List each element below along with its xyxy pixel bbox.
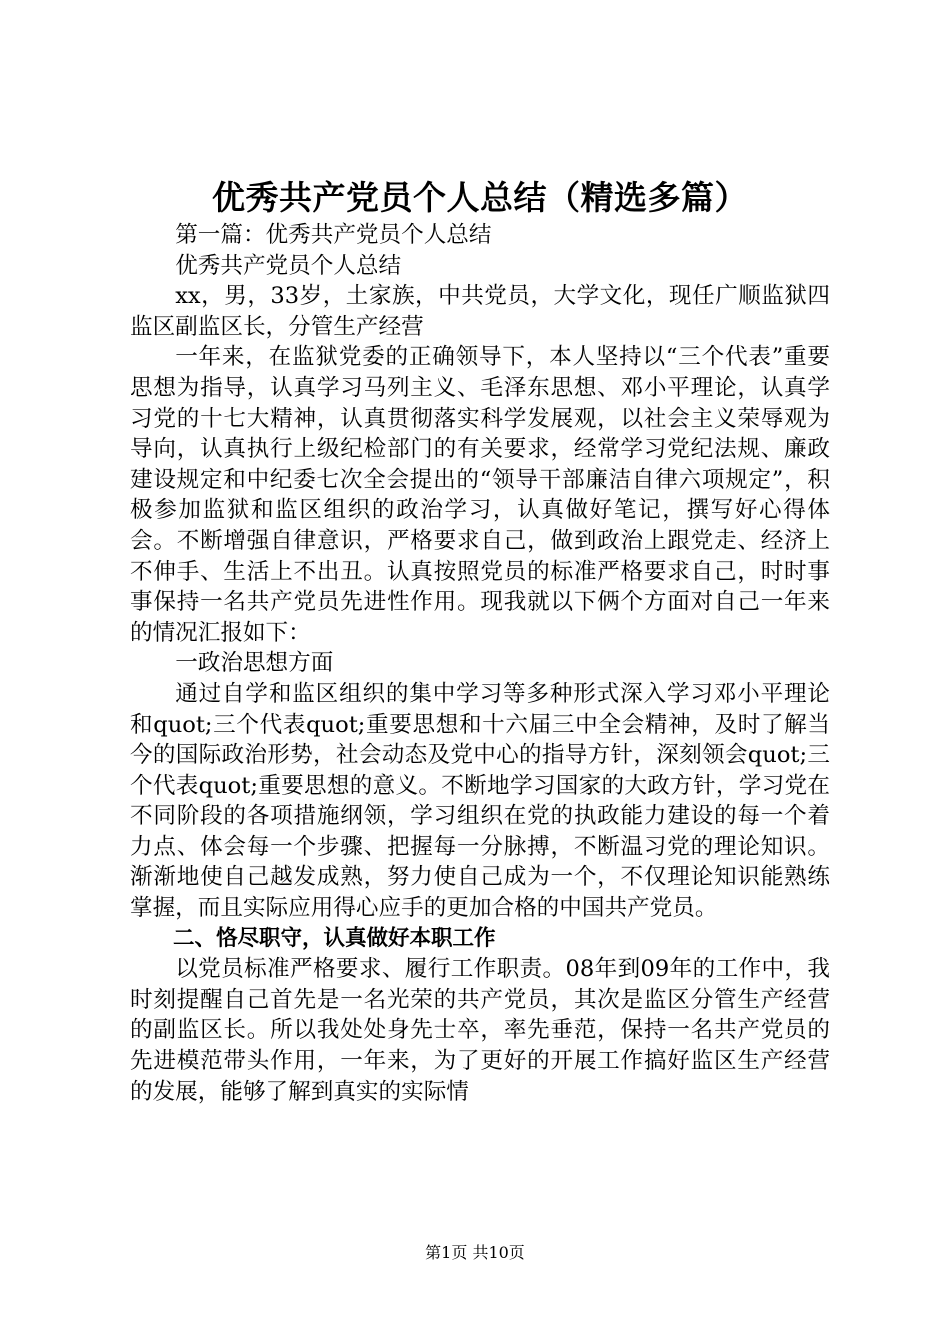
subheading-politics: 一政治思想方面 xyxy=(175,650,334,677)
page-number: 第1页 共10页 xyxy=(425,1243,525,1262)
document-body xyxy=(130,178,830,1107)
subheading-duty: 二、恪尽职守，认真做好本职工作 xyxy=(173,925,496,951)
body-paragraph: 通过自学和监区组织的集中学习等多种形式深入学习邓小平理论和quot;三个代表quot;重要思想和十六届三中全会精神，及时了解当今的国际政治形势，社会动态及党中心的指导方针，深刻领会quot;三个代表quot;重要思想的意义。不断地学习国家的大政方针，学习党在不同阶段的各项措施纲领，学习组织在党的执政能力建设的每一个着力点、体会每一个步骤、把握每一分脉搏，不断温习党的理论知识。渐渐地使自己越发成熟，努力使自己成为一个，不仅理论知识能熟练掌握，而且实际应用得心应手的更加合格的中国共产党员。 xyxy=(130,680,830,922)
author-intro-paragraph: xx，男，33岁，土家族，中共党员，大学文化，现任广顺监狱四监区副监区长，分管生产经营 xyxy=(130,283,830,340)
body-paragraph: 以党员标准严格要求、履行工作职责。08年到09年的工作中，我时刻提醒自己首先是一名光荣的共产党员，其次是监区分管生产经营的副监区长。所以我处处身先士卒，率先垂范，保持一名共产党员的先进模范带头作用，一年来，为了更好的开展工作搞好监区生产经营的发展，能够了解到真实的实际情 xyxy=(130,956,830,1105)
subtitle: 优秀共产党员个人总结 xyxy=(175,252,402,279)
body-paragraph: 一年来，在监狱党委的正确领导下，本人坚持以“三个代表”重要思想为指导，认真学习马列主义、毛泽东思想、邓小平理论，认真学习党的十七大精神，认真贯彻落实科学发展观，以社会主义荣辱观为导向，认真执行上级纪检部门的有关要求，经常学习党纪法规、廉政建设规定和中纪委七次全会提出的“领导干部廉洁自律六项规定”，积极参加监狱和监区组织的政治学习，认真做好笔记，撰写好心得体会。不断增强自律意识，严格要求自己，做到政治上跟党走、经济上不伸手、生活上不出丑。认真按照党员的标准严格要求自己，时时事事保持一名共产党员先进性作用。现我就以下俩个方面对自己一年来的情况汇报如下： xyxy=(130,344,830,646)
document-title: 优秀共产党员个人总结（精选多篇） xyxy=(212,178,748,217)
section-heading: 第一篇：优秀共产党员个人总结 xyxy=(175,222,492,248)
